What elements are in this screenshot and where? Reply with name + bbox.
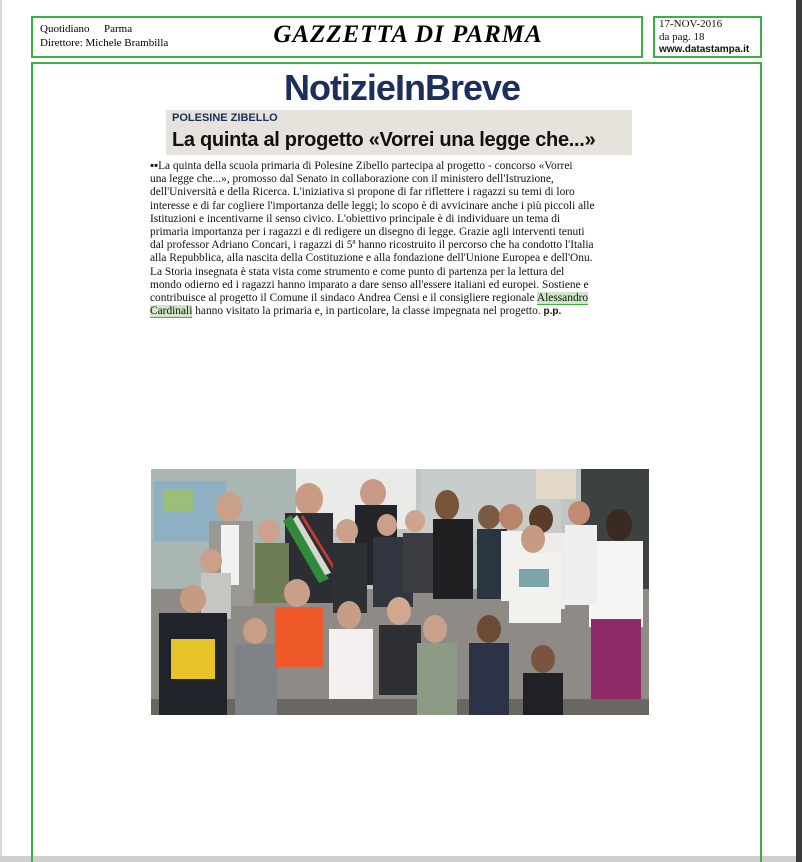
- director-line: Direttore: Michele Brambilla: [40, 37, 169, 49]
- publication-type: Quotidiano: [40, 23, 90, 35]
- article-line: primaria importanza per i ragazzi e di redigere un disegno di legge. Grazie agli interventi tenuti: [150, 225, 585, 238]
- article-line: mondo odierno ed i ragazzi hanno imparato a dare senso all'essere italiani ed europei. Sostiene e: [150, 278, 589, 291]
- viewer-scrollbar[interactable]: [796, 0, 802, 862]
- article-headline: La quinta al progetto «Vorrei una legge che...»: [172, 129, 596, 151]
- article-signature: p.p.: [543, 306, 562, 318]
- article-text: contribuisce al progetto il Comune il sindaco Andrea Censi e il consigliere regionale: [150, 291, 537, 304]
- article-line: una legge che...», promosso dal Senato in collaborazione con il ministero dell'Istruzione,: [150, 173, 554, 186]
- article-line: La Storia insegnata è stata vista come strumento e come punto di partenza per la lettura del: [150, 265, 565, 278]
- page-edge: [0, 0, 2, 862]
- article-body: [150, 160, 650, 318]
- section-title: NotizieInBreve: [283, 67, 521, 108]
- class-photo: [151, 469, 649, 715]
- article-line: ▪▪La quinta della scuola primaria di Polesine Zibello partecipa al progetto - concorso «Vorrei: [150, 160, 573, 172]
- source-site: www.datastampa.it: [659, 44, 750, 55]
- article-kicker: POLESINE ZIBELLO: [172, 112, 278, 124]
- publication-date: 17-NOV-2016: [659, 18, 723, 30]
- page-reference: da pag. 18: [659, 31, 705, 43]
- article-line: alla Repubblica, alla nascita della Costituzione e alla fondazione dell'Unione Europea e dell'Onu.: [150, 252, 593, 265]
- article-line: [150, 305, 650, 318]
- publication-city: Parma: [104, 23, 133, 35]
- highlighted-name-first[interactable]: Alessandro: [536, 291, 589, 304]
- article-line: Istituzioni e incentivarne il senso civico. L'obiettivo principale è di individuare un tema di: [150, 212, 561, 225]
- article-text: hanno visitato la primaria e, in particolare, la classe impegnata nel progetto.: [192, 305, 544, 318]
- article-line: interesse e di far cogliere l'importanza delle leggi; lo scopo è di avvicinare anche i più piccoli alle: [150, 199, 595, 212]
- article-line: [150, 292, 650, 305]
- article-line: dal professor Adriano Concari, i ragazzi di 5ª hanno ricostruito il percorso che ha condotto l'Italia: [150, 239, 594, 252]
- article-line: dell'Università e della Ricerca. L'iniziativa si propone di far riflettere i ragazzi su temi di loro: [150, 186, 575, 199]
- masthead: GAZZETTA DI PARMA: [273, 21, 543, 48]
- highlighted-name-last[interactable]: Cardinali: [150, 305, 193, 318]
